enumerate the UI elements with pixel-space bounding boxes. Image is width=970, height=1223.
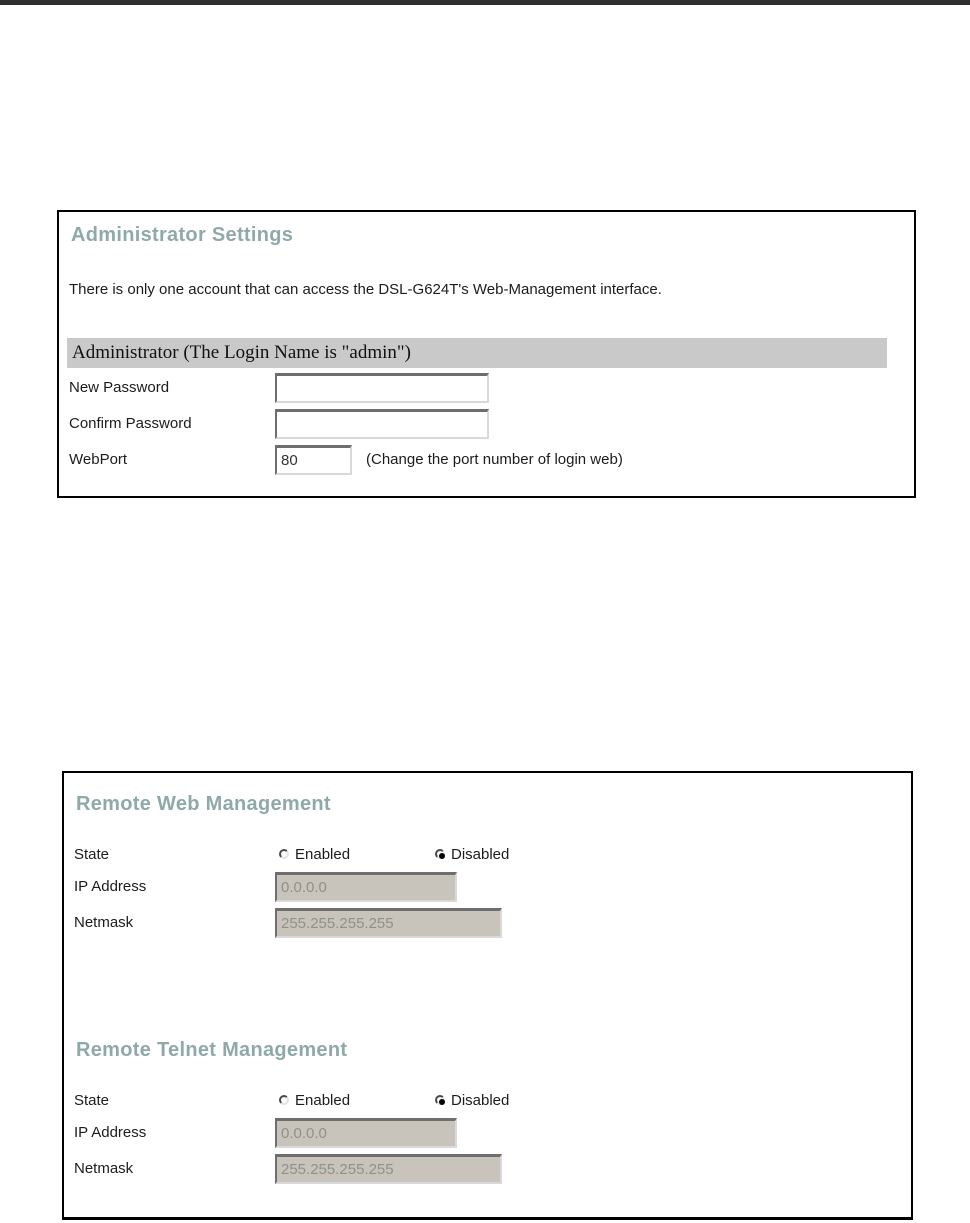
new-password-input[interactable]	[275, 373, 489, 403]
webport-note: (Change the port number of login web)	[366, 451, 623, 468]
remote-web-disabled-label: Disabled	[451, 845, 510, 863]
confirm-password-input[interactable]	[275, 409, 489, 439]
remote-web-state-row	[74, 842, 911, 866]
radio-checked-icon	[435, 1095, 445, 1105]
remote-telnet-netmask-input	[275, 1154, 502, 1184]
remote-web-netmask-row	[74, 906, 911, 939]
webport-input[interactable]	[275, 445, 352, 475]
remote-web-title: Remote Web Management	[76, 793, 331, 815]
remote-telnet-state-option-enabled[interactable]	[279, 1092, 435, 1109]
administrator-settings-panel	[57, 210, 916, 498]
remote-telnet-enabled-label: Enabled	[295, 1091, 351, 1109]
remote-telnet-disabled-label: Disabled	[451, 1091, 510, 1109]
radio-unchecked-icon	[279, 1095, 289, 1105]
remote-management-panel	[62, 771, 913, 1220]
remote-telnet-netmask-label: Netmask	[74, 1160, 134, 1177]
remote-telnet-title: Remote Telnet Management	[76, 1039, 348, 1061]
remote-telnet-state-row	[74, 1088, 911, 1112]
administrator-table-header: Administrator (The Login Name is "admin")	[67, 338, 887, 368]
webport-label: WebPort	[69, 451, 128, 468]
remote-web-ip-label: IP Address	[74, 878, 147, 895]
new-password-label: New Password	[69, 379, 170, 396]
webport-row	[69, 443, 914, 476]
remote-web-ip-row	[74, 870, 911, 903]
remote-web-netmask-label: Netmask	[74, 914, 134, 931]
page-top-rule	[0, 0, 970, 5]
remote-web-state-label: State	[74, 845, 110, 863]
remote-telnet-state-option-disabled[interactable]	[435, 1092, 509, 1109]
remote-telnet-state-label: State	[74, 1091, 110, 1109]
remote-telnet-netmask-row	[74, 1152, 911, 1185]
confirm-password-row	[69, 407, 914, 440]
remote-web-netmask-input	[275, 908, 502, 938]
remote-web-state-option-enabled[interactable]	[279, 846, 435, 863]
remote-telnet-ip-label: IP Address	[74, 1124, 147, 1141]
radio-unchecked-icon	[279, 849, 289, 859]
remote-telnet-ip-input	[275, 1118, 457, 1148]
administrator-settings-title: Administrator Settings	[71, 224, 294, 246]
confirm-password-label: Confirm Password	[69, 415, 192, 432]
remote-web-ip-input	[275, 872, 457, 902]
new-password-row	[69, 371, 914, 404]
remote-web-state-option-disabled[interactable]	[435, 846, 509, 863]
remote-web-enabled-label: Enabled	[295, 845, 351, 863]
radio-checked-icon	[435, 849, 445, 859]
remote-telnet-ip-row	[74, 1116, 911, 1149]
administrator-settings-description: There is only one account that can access the DSL-G624T's Web-Management interface.	[69, 281, 662, 298]
